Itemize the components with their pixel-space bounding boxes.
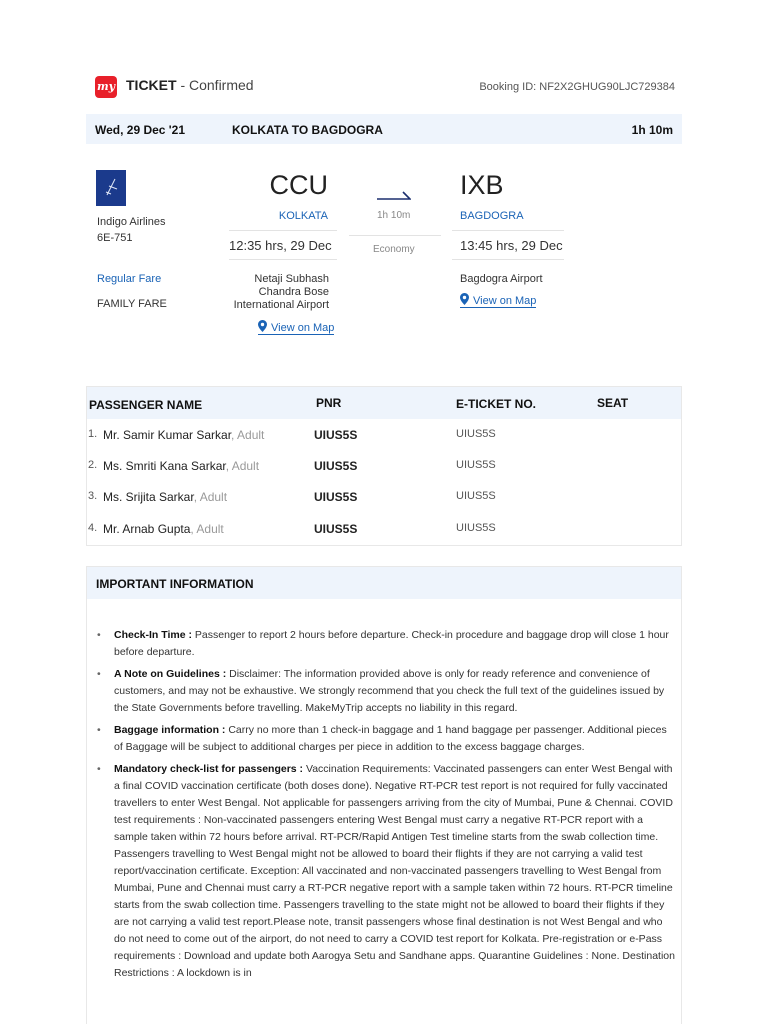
info-item-title: A Note on Guidelines : [114, 668, 227, 680]
passenger-pnr: UIUS5S [314, 428, 358, 442]
departure-view-on-map-link[interactable] [258, 320, 334, 335]
column-eticket: E-TICKET NO. [456, 397, 536, 411]
passenger-name-text: Ms. Smriti Kana Sarkar [103, 459, 226, 473]
airline-name: Indigo Airlines [97, 216, 166, 228]
section-title: IMPORTANT INFORMATION [96, 577, 254, 591]
passenger-name [103, 490, 227, 504]
departure-city: KOLKATA [278, 210, 328, 222]
flight-duration: 1h 10m [377, 210, 411, 221]
column-passenger-name: PASSENGER NAME [89, 398, 203, 412]
ticket-header [95, 72, 675, 102]
arrival-city: BAGDOGRA [460, 210, 524, 222]
passenger-row [87, 487, 681, 509]
passenger-name-text: Ms. Srijita Sarkar [103, 490, 194, 504]
column-pnr: PNR [316, 396, 342, 410]
passenger-eticket: UIUS5S [456, 428, 496, 440]
passenger-row [87, 456, 681, 478]
route-title: KOLKATA TO BAGDOGRA [232, 123, 383, 137]
passenger-type: , Adult [193, 490, 228, 504]
travel-date: Wed, 29 Dec '21 [95, 123, 186, 137]
route-duration: 1h 10m [631, 123, 673, 137]
passenger-name [103, 522, 224, 536]
important-information [86, 566, 682, 1024]
passenger-type: , Adult [231, 428, 265, 442]
passenger-name-text: Mr. Arnab Gupta [103, 522, 191, 536]
ticket-status: - Confirmed [176, 77, 254, 93]
info-item-title: Check-In Time : [114, 629, 192, 641]
departure-map-label: View on Map [271, 322, 335, 334]
passenger-index: 4. [88, 522, 98, 534]
airline-logo [96, 170, 126, 206]
arrival-time: 13:45 hrs, 29 Dec [452, 230, 564, 260]
info-item-text: Disclaimer: The information provided above is only for ready reference and convenience of customers, and may not be exhaustive. We strongly recommend that you check the full text of the guidelines issued by the State Governments before travelling. MakeMyTrip accepts no liability in this regard. [114, 668, 665, 714]
info-item-text: Carry no more than 1 check-in baggage and 1 hand baggage per passenger. Additional pieces of Baggage will be subject to additional charges per piece in addition to the excess baggage charges. [114, 724, 667, 753]
passenger-name [103, 428, 264, 442]
passenger-pnr: UIUS5S [314, 459, 358, 473]
ticket-title [126, 77, 254, 93]
passenger-name-text: Mr. Samir Kumar Sarkar [103, 428, 232, 442]
arrival-map-label: View on Map [473, 295, 537, 307]
map-pin-icon [460, 293, 469, 305]
passenger-pnr: UIUS5S [314, 490, 358, 504]
map-pin-icon [258, 320, 267, 332]
divider [349, 235, 441, 236]
route-bar [86, 114, 682, 144]
info-item-title: Baggage information : [114, 724, 226, 736]
flight-number: 6E-751 [97, 232, 133, 244]
ticket-label: TICKET [126, 77, 177, 93]
passenger-eticket: UIUS5S [456, 459, 496, 471]
flight-arrow-icon [377, 184, 411, 202]
passenger-eticket: UIUS5S [456, 490, 496, 502]
fare-type: Regular Fare [97, 273, 162, 285]
departure-time: 12:35 hrs, 29 Dec [229, 230, 337, 260]
passenger-index: 2. [88, 459, 98, 471]
cabin-class: Economy [373, 244, 415, 255]
booking-id: Booking ID: NF2X2GHUG90LJC729384 [479, 81, 675, 93]
fare-class: FAMILY FARE [97, 298, 167, 310]
passenger-pnr: UIUS5S [314, 522, 358, 536]
info-item-text: Vaccination Requirements: Vaccinated passengers can enter West Bengal with a final COVID vaccination certificate (both doses done). Negative RT-PCR test report is not required for fully vaccinated travellers to enter West Bengal. Not applicable for passengers arriving from the city of Mumbai, Pune & Chennai. COVID test requirements : Non-vaccinated passengers entering West Bengal must carry a negative RT-PCR report with a sample taken within 72 hours before arrival. RT-PCR/Rapid Antigen Test timeline starts from the swab collection time. Passengers travelling to West Bengal might not be allowed to board their flights if they are not carrying a valid test report/vaccination certificate. Exception: All vaccinated and non-vaccinated passengers travelling to West Bengal from Mumbai, Pune and Chennai must carry a RT-PCR negative report with a sample taken within 72 hours. RT-PCR timeline starts from the swab collection time. Passengers travelling to the state might not be allowed to board their flights if they are not carrying a valid test report.Please note, transit passengers whose final destination is not West Bengal and who do not need to come out of the airport, do not need to carry a COVID test report for Kolkata. Pre-registration or e-Pass requirements : Download and update both Aarogya Setu and Sandhane apps. Quarantine Guidelines : None. Destination Restrictions : A lockdown is in [114, 763, 675, 979]
passenger-index: 3. [88, 490, 98, 502]
passenger-type: , Adult [225, 459, 260, 473]
arrival-code: IXB [460, 170, 504, 200]
passenger-row [87, 425, 681, 447]
passenger-index: 1. [88, 428, 98, 440]
info-item [97, 627, 677, 661]
arrival-view-on-map-link[interactable] [460, 293, 536, 308]
passenger-row [87, 519, 681, 541]
passenger-type: , Adult [190, 522, 224, 536]
important-information-header [87, 567, 681, 599]
info-item-title: Mandatory check-list for passengers : [114, 763, 304, 775]
departure-code: CCU [269, 170, 328, 200]
makemytrip-logo: my [95, 76, 117, 98]
passenger-eticket: UIUS5S [456, 522, 496, 534]
column-seat: SEAT [597, 396, 629, 410]
passenger-table [86, 386, 682, 546]
departure-airport: Netaji Subhash Chandra Bose International Airport [233, 273, 329, 311]
info-list [97, 627, 677, 987]
passenger-table-header [87, 387, 681, 419]
info-item [97, 666, 677, 717]
info-item [97, 722, 677, 756]
info-item [97, 761, 677, 982]
passenger-name [103, 459, 259, 473]
arrival-airport: Bagdogra Airport [460, 273, 543, 285]
info-item-text: Passenger to report 2 hours before departure. Check-in procedure and baggage drop will close 1 hour before departure. [114, 629, 669, 658]
